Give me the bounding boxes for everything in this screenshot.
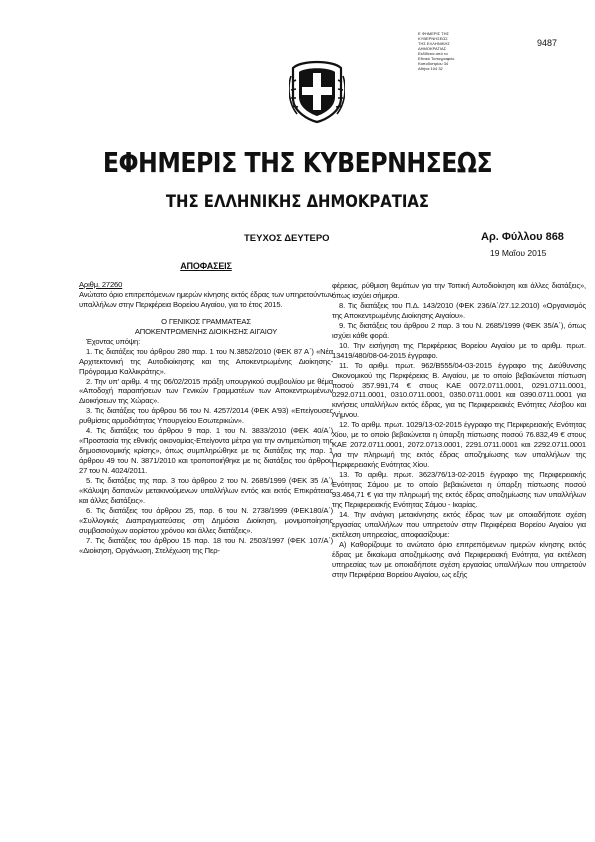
imprint-line: Αθήνα 104 32 xyxy=(418,66,443,71)
paragraph: 2. Την υπ' αριθμ. 4 της 06/02/2015 πράξη υπουργικού συμβουλίου με θέμα «Αποδοχή παραιτήσεων των Γενικών Γραμματέων των Αποκεντρωμένων Διοικήσεων της Χώρας». xyxy=(79,376,333,406)
imprint-line: Εκδίδεται από το xyxy=(418,51,448,56)
greek-coat-of-arms-emblem xyxy=(289,58,345,124)
paragraph: 1. Τις διατάξεις του άρθρου 280 παρ. 1 του Ν.3852/2010 (ΦΕΚ 87 Α΄) «Νέα Αρχιτεκτονική της Αυτοδιοίκησης και της Αποκεντρωμένης Διοίκησης- Πρόγραμμα Καλλικράτης». xyxy=(79,346,333,376)
paragraph: 14. Την ανάγκη μετακίνησης εκτός έδρας των με οποιαδήποτε σχέση εργασίας υπαλλήλων που υπηρετούν στην Περιφέρεια Βορείου Αιγαίου για εκτέλεση υπηρεσίας, αποφασίζουμε: xyxy=(332,509,586,539)
left-column xyxy=(79,260,333,556)
paragraph: 13. Το αριθμ. πρωτ. 3623/76/13-02-2015 έγγραφο της Περιφερειακής Ενότητας Σάμου με το οποίο βεβαιώνεται η ύπαρξη πίστωσης ποσού 93.464,71 € για την πληρωμή της εκτός έδρας αποζημίωσης των υπαλλήλων της Περιφερειακής Ενότητας Σάμου - Ικαρίας. xyxy=(332,470,586,509)
paragraph: 12. Το αριθμ. πρωτ. 1029/13-02-2015 έγγραφο της Περιφερειακής Ενότητας Χίου, με το οποίο βεβαιώνεται η ύπαρξη πίστωσης ποσού 76.832,49 € στους ΚΑΕ 2072.0711.0001, 2072.0713.0001, 2291.0711.0001 και 2292.0711.0001 για την πληρωμή της εκτός έδρας αποζημίωσης των υπαλλήλων της Περιφερειακής Ενότητας Χίου. xyxy=(332,420,586,470)
imprint-line: Καποδιστρίου 34 xyxy=(418,61,449,66)
paragraph: 5. Τις διατάξεις της παρ. 3 του άρθρου 2 του Ν. 2685/1999 (ΦΕΚ 35 /Α΄) «Κάλυψη δαπανών μετακινούμενων υπαλλήλων εντός και εκτός Επικράτειας και άλλες διατάξεις». xyxy=(79,476,333,505)
paragraph: 8. Τις διατάξεις του Π.Δ. 143/2010 (ΦΕΚ 236/Α΄/27.12.2010) «Οργανισμός της Αποκεντρωμένης Διοίκησης Αιγαίου». xyxy=(332,300,586,320)
paragraph: 3. Τις διατάξεις του άρθρου 56 του Ν. 4257/2014 (ΦΕΚ Α'93) «Επείγουσες ρυθμίσεις αρμοδιότητας Υπουργείου Εσωτερικών». xyxy=(79,406,333,426)
gazette-subtitle: ΤΗΣ ΕΛΛΗΝΙΚΗΣ ΔΗΜΟΚΡΑΤΙΑΣ xyxy=(165,192,430,211)
paragraph: 6. Τις διατάξεις του άρθρου 25, παρ. 6 του Ν. 2738/1999 (ΦΕΚ180/Α΄) «Συλλογικές Διαπραγματεύσεις στη Δημόσια Διοίκηση, μονιμοποίησης συμβασιούχων αορίστου χρόνου και άλλες διατάξεις». xyxy=(79,505,333,535)
issue-label: ΤΕΥΧΟΣ ΔΕΥΤΕΡΟ xyxy=(244,233,330,244)
paragraph: 9. Τις διατάξεις του άρθρου 2 παρ. 3 του Ν. 2685/1999 (ΦΕΚ 35/Α΄), όπως ισχύει κάθε φορά. xyxy=(332,320,586,340)
paragraph: φέρειας, ρύθμιση θεμάτων για την Τοπική Αυτοδιοίκηση και άλλες διατάξεις», όπως ισχύει σήμερα. xyxy=(332,281,586,300)
imprint-line: ΚΥΒΕΡΝΗΣΕΩΣ xyxy=(418,36,448,41)
paragraph: 11. Το αριθμ. πρωτ. 962/Β555/04-03-2015 έγγραφο της Διεύθυνσης Οικονομικού της Περιφέρειας Β. Αιγαίου, με το οποίο βεβαιώνεται πίστωση ποσού 357.991,74 € στους ΚΑΕ 0072.0711.0001, 0291.0711.0001, 0292.0711.0001, 0310.0711.0001, 0350.0711.0001 και 0390.0711.0001 για κινήσεις υπαλλήλων εκτός έδρας, για τις Περιφερειακές Ενότητες Λέσβου και Λήμνου. xyxy=(332,360,586,420)
imprint-line: ΔΗΜΟΚΡΑΤΙΑΣ xyxy=(418,46,447,51)
imprint-block xyxy=(418,31,484,71)
imprint-line: ΤΗΣ ΕΛΛΗΝΙΚΗΣ xyxy=(418,41,450,46)
decision-number: Αριθμ. 27260 xyxy=(79,279,123,289)
paragraph: 7. Τις διατάξεις του άρθρου 15 παρ. 18 του Ν. 2503/1997 (ΦΕΚ 107/Α΄) «Διοίκηση, Οργάνωση, Στελέχωση της Περ- xyxy=(79,535,333,555)
considering-label: Έχοντας υπόψη: xyxy=(86,336,141,346)
paragraph: 4. Τις διατάξεις του άρθρου 9 παρ. 1 του Ν. 3833/2010 (ΦΕΚ 40/Α΄) «Προστασία της εθνικής οικονομίας-Επείγοντα μέτρα για την αντιμετώπιση της δημοσιονομικής κρίσης», όπως συμπληρώθηκε με τις διατάξεις της παρ. 1 άρθρου 49 του Ν. 3871/2010 και τροποποιήθηκε με τις διατάξεις του άρθρου 27 του Ν. 4024/2011. xyxy=(79,426,333,476)
right-column xyxy=(332,281,586,580)
paragraph: Α) Καθορίζουμε το ανώτατο όριο επιτρεπόμενων ημερών κίνησης εκτός έδρας με δικαίωμα αποζημίωσης ανά Περιφερειακή Ενότητα, για εκτέλεση υπηρεσίας των με οποιαδήποτε σχέση εργασίας υπαλλήλων που υπηρετούν στην Περιφέρεια Βορείου Αιγαίου, ως εξής xyxy=(332,539,586,579)
section-heading: ΑΠΟΦΑΣΕΙΣ xyxy=(180,261,232,271)
page-number: 9487 xyxy=(537,38,558,48)
imprint-line: Ε ΦΗΜΕΡΙΣ ΤΗΣ xyxy=(418,31,449,36)
paragraph: 10. Την εισήγηση της Περιφέρειας Βορείου Αιγαίου με το αριθμ. πρωτ. 13419/480/08-04-2015 έγγραφο. xyxy=(332,340,586,360)
authority-line: Ο ΓΕΝΙΚΟΣ ΓΡΑΜΜΑΤΕΑΣ xyxy=(161,316,251,326)
issue-date: 19 Μαΐου 2015 xyxy=(490,248,547,258)
sheet-number: Αρ. Φύλλου 868 xyxy=(481,231,564,243)
gazette-title: ΕΦΗΜΕΡΙΣ ΤΗΣ ΚΥΒΕΡΝΗΣΕΩΣ xyxy=(102,147,493,179)
imprint-line: Εθνικό Τυπογραφείο xyxy=(418,56,455,61)
decision-title: Ανώτατο όριο επιτρεπόμενων ημερών κίνησης εκτός έδρας των υπηρετούντων υπαλλήλων στην Περιφέρεια Βορείου Αιγαίου, για το έτος 2015. xyxy=(79,289,333,309)
authority-line: ΑΠΟΚΕΝΤΡΩΜΕΝΗΣ ΔΙΟΙΚΗΣΗΣ ΑΙΓΑΙΟΥ xyxy=(134,326,278,336)
